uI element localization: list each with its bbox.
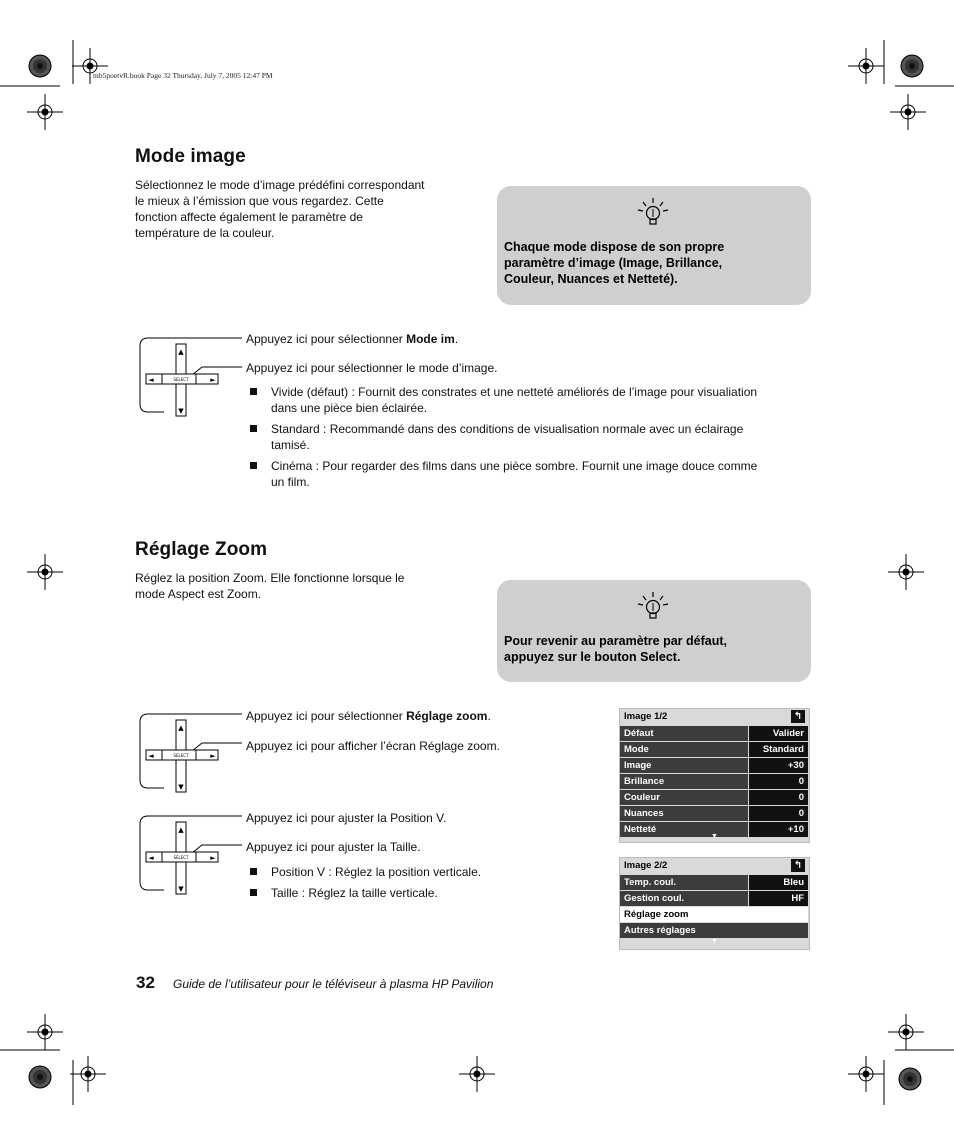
up-arrow: ▲ [178, 826, 184, 834]
instruction-adjust-size: Appuyez ici pour ajuster la Taille. [246, 840, 421, 854]
instruction-select-picture-mode: Appuyez ici pour sélectionner le mode d’image. [246, 361, 498, 375]
osd-row-value: 0 [749, 790, 808, 805]
instr-text: Appuyez ici pour sélectionner [246, 332, 407, 346]
bullet-line: Standard : Recommandé dans des conditions de visualisation normale avec un éclairage [271, 422, 744, 436]
bullet-square-icon [250, 425, 257, 432]
osd-row-nuances[interactable] [620, 806, 809, 821]
instr-text: Appuyez ici pour sélectionner [246, 709, 407, 723]
osd-row-label: Temp. coul. [620, 875, 748, 890]
intro-line: Réglez la position Zoom. Elle fonctionne lorsque le [135, 571, 405, 585]
tip-line: Couleur, Nuances et Netteté). [504, 272, 678, 286]
osd-row-defaut[interactable] [620, 726, 809, 741]
tip-text [504, 239, 724, 287]
tip-line: Chaque mode dispose de son propre [504, 240, 725, 254]
scroll-down-icon[interactable]: ▼ [711, 938, 718, 945]
osd-row-image[interactable] [620, 758, 809, 773]
osd-title-text: Image 2/2 [624, 860, 668, 871]
select-label: SELECT [173, 753, 189, 758]
page-number: 32 [136, 973, 155, 992]
instruction-select-mode [246, 331, 458, 347]
intro-line: Sélectionnez le mode d’image prédéfini correspondant [135, 178, 425, 192]
right-arrow: ► [210, 854, 216, 862]
mode-image-intro [135, 177, 465, 241]
intro-line: fonction affecte également le paramètre de [135, 210, 363, 224]
osd-title-text: Image 1/2 [624, 711, 668, 722]
osd-row-value: 0 [749, 806, 808, 821]
back-icon[interactable]: ↰ [791, 859, 805, 872]
osd-row-label: Brillance [620, 774, 748, 789]
osd-row-value: 0 [749, 774, 808, 789]
osd-row-label: Gestion coul. [620, 891, 748, 906]
down-arrow: ▼ [178, 783, 184, 791]
left-arrow: ◄ [148, 854, 154, 862]
osd-title [620, 858, 809, 874]
tip-line: appuyez sur le bouton Select. [504, 650, 681, 664]
bullet-line: dans une pièce bien éclairée. [271, 401, 428, 415]
osd-row-label: Couleur [620, 790, 748, 805]
footer-title: Guide de l’utilisateur pour le téléviseur à plasma HP Pavilion [173, 977, 494, 991]
osd-row-value: HF [749, 891, 808, 906]
instr-bold: Mode im [406, 332, 455, 346]
up-arrow: ▲ [178, 348, 184, 356]
intro-line: le mieux à l’émission que vous regardez. Cette [135, 194, 384, 208]
right-arrow: ► [210, 376, 216, 384]
osd-menu-image-1 [619, 708, 810, 843]
left-arrow: ◄ [148, 376, 154, 384]
instr-bold: Réglage zoom [406, 709, 488, 723]
bullet-line: un film. [271, 475, 310, 489]
bullet-line: tamisé. [271, 438, 310, 452]
osd-row-reglage-zoom[interactable] [620, 907, 809, 922]
osd-row-temp-coul[interactable] [620, 875, 809, 890]
osd-row-label: Mode [620, 742, 748, 757]
tip-box-mode-image [497, 186, 811, 305]
tip-box-reglage-zoom [497, 580, 811, 682]
print-header: mb5poetvR.book Page 32 Thursday, July 7, 2005 12:47 PM [93, 71, 273, 80]
bullet-square-icon [250, 462, 257, 469]
down-arrow: ▼ [178, 885, 184, 893]
bullet-line: Position V : Réglez la position verticale. [271, 865, 482, 879]
back-icon[interactable]: ↰ [791, 710, 805, 723]
lightbulb-icon [636, 196, 670, 228]
bullet-line: Cinéma : Pour regarder des films dans une pièce sombre. Fournit une image douce comme [271, 459, 758, 473]
osd-row-couleur[interactable] [620, 790, 809, 805]
bullet-square-icon [250, 889, 257, 896]
remote-dpad-diagram [138, 330, 248, 420]
osd-row-label: Nuances [620, 806, 748, 821]
scroll-down-icon[interactable]: ▼ [711, 833, 718, 840]
right-arrow: ► [210, 752, 216, 760]
down-arrow: ▼ [178, 407, 184, 415]
instruction-show-zoom-screen: Appuyez ici pour afficher l’écran Réglage zoom. [246, 739, 500, 753]
remote-dpad-diagram [138, 808, 248, 898]
osd-row-value: Bleu [749, 875, 808, 890]
osd-row-value: Standard [749, 742, 808, 757]
select-label: SELECT [173, 377, 189, 382]
osd-row-label: Défaut [620, 726, 748, 741]
instr-text: . [454, 332, 459, 346]
osd-row-autres-reglages[interactable] [620, 923, 809, 938]
up-arrow: ▲ [178, 724, 184, 732]
instruction-adjust-position-v: Appuyez ici pour ajuster la Position V. [246, 811, 447, 825]
osd-row-label: Autres réglages [620, 923, 808, 938]
osd-title [620, 709, 809, 725]
intro-line: mode Aspect est Zoom. [135, 587, 262, 601]
remote-dpad-diagram [138, 706, 248, 796]
reglage-zoom-intro [135, 570, 465, 602]
osd-row-value: +30 [749, 758, 808, 773]
instruction-select-zoom [246, 708, 491, 724]
osd-row-brillance[interactable] [620, 774, 809, 789]
osd-row-gestion-coul[interactable] [620, 891, 809, 906]
osd-row-mode[interactable] [620, 742, 809, 757]
select-label: SELECT [173, 855, 189, 860]
osd-row-label: Netteté [620, 822, 748, 837]
tip-line: paramètre d’image (Image, Brillance, [504, 256, 723, 270]
bullet-square-icon [250, 868, 257, 875]
instr-text: . [487, 709, 491, 723]
section-title-mode-image: Mode image [135, 146, 246, 167]
section-title-reglage-zoom: Réglage Zoom [135, 539, 268, 560]
lightbulb-icon [636, 590, 670, 622]
left-arrow: ◄ [148, 752, 154, 760]
tip-line: Pour revenir au paramètre par défaut, [504, 634, 727, 648]
osd-row-label: Réglage zoom [620, 907, 808, 922]
osd-menu-image-2 [619, 857, 810, 950]
intro-line: température de la couleur. [135, 226, 275, 240]
osd-row-value: +10 [749, 822, 808, 837]
tip-text [504, 633, 727, 665]
bullet-line: Taille : Réglez la taille verticale. [271, 886, 438, 900]
osd-row-label: Image [620, 758, 748, 773]
bullet-line: Vivide (défaut) : Fournit des constrates et une netteté améliorés de l’image pour visualiation [271, 385, 758, 399]
osd-row-value: Valider [749, 726, 808, 741]
bullet-square-icon [250, 388, 257, 395]
